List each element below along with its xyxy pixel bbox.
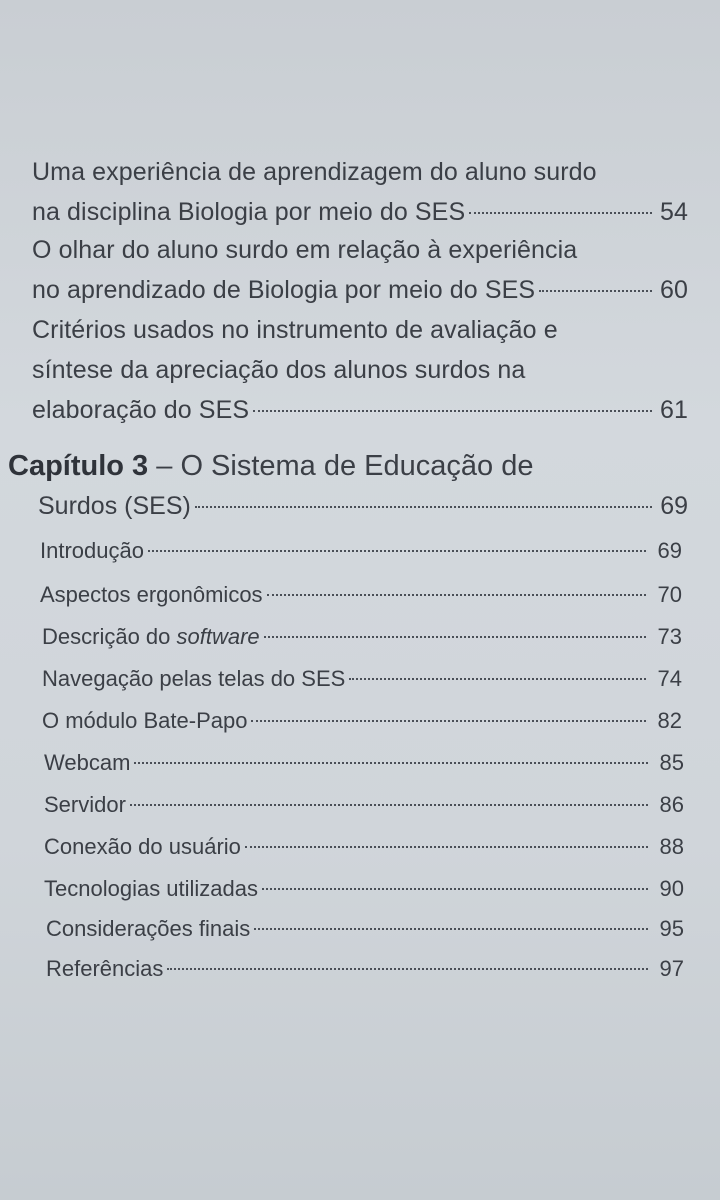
section-title: Introdução: [40, 538, 144, 563]
dot-leader: [254, 928, 648, 930]
page-number: 88: [659, 834, 684, 859]
toc-section: [42, 704, 682, 738]
toc-entry: [32, 310, 688, 430]
page-number: 85: [659, 750, 684, 775]
toc-section: [40, 578, 682, 612]
dot-leader: [267, 594, 646, 596]
dot-leader: [349, 678, 646, 680]
toc-section: [40, 534, 682, 568]
toc-entry: [32, 152, 688, 232]
dot-leader: [251, 720, 646, 722]
page-number: 70: [657, 582, 682, 607]
dot-leader: [245, 846, 648, 848]
toc-section: [44, 746, 684, 780]
entry-title-line: elaboração do SES: [32, 396, 250, 424]
section-title: O módulo Bate-Papo: [42, 708, 248, 733]
page-number: 54: [659, 198, 688, 226]
section-title: Tecnologias utilizadas: [44, 876, 259, 901]
toc-section: [46, 952, 684, 986]
entry-title-line: no aprendizado de Biologia por meio do SES: [32, 276, 536, 304]
section-title: Webcam: [44, 750, 131, 775]
dot-leader: [262, 888, 648, 890]
page-number: 90: [659, 876, 684, 901]
section-title: Referências: [46, 956, 164, 981]
page-number: 82: [657, 708, 682, 733]
page-number: 95: [659, 916, 684, 941]
section-title: [42, 620, 260, 654]
dot-leader: [195, 506, 652, 508]
chapter-label: Capítulo 3: [8, 450, 149, 482]
page-number: 60: [659, 276, 688, 304]
entry-title-line: Uma experiência de aprendizagem do aluno surdo: [32, 158, 597, 186]
dot-leader: [539, 290, 652, 292]
dot-leader: [253, 410, 652, 412]
toc-section: [44, 872, 684, 906]
section-title: Conexão do usuário: [44, 834, 241, 859]
toc-entry: [32, 230, 688, 310]
page-number: 69: [657, 538, 682, 563]
toc-section: [42, 620, 682, 654]
page-number: 74: [657, 666, 682, 691]
page-number: 61: [659, 396, 688, 424]
chapter-heading: [8, 446, 688, 526]
section-title: Servidor: [44, 792, 126, 817]
dot-leader: [130, 804, 648, 806]
dot-leader: [167, 968, 648, 970]
section-title-italic: software: [176, 624, 260, 649]
entry-title-line: síntese da apreciação dos alunos surdos na: [32, 356, 526, 384]
chapter-dash: –: [156, 450, 173, 482]
section-title: Navegação pelas telas do SES: [42, 666, 346, 691]
section-title-prefix: Descrição do: [42, 624, 177, 649]
page-number: 73: [657, 624, 682, 649]
chapter-title-line: O Sistema de Educação de: [180, 450, 534, 482]
entry-title-line: na disciplina Biologia por meio do SES: [32, 198, 466, 226]
dot-leader: [264, 636, 646, 638]
page-number: 97: [659, 956, 684, 981]
dot-leader: [148, 550, 646, 552]
page-number: 86: [659, 792, 684, 817]
dot-leader: [469, 212, 652, 214]
section-title: Considerações finais: [46, 916, 251, 941]
section-title: Aspectos ergonômicos: [40, 582, 263, 607]
toc-section: [44, 788, 684, 822]
dot-leader: [134, 762, 648, 764]
entry-title-line: Critérios usados no instrumento de avaliação e: [32, 316, 558, 344]
toc-section: [44, 830, 684, 864]
toc-section: [46, 912, 684, 946]
toc-section: [42, 662, 682, 696]
page-number: 69: [660, 492, 688, 520]
chapter-title-line: Surdos (SES): [38, 492, 191, 520]
entry-title-line: O olhar do aluno surdo em relação à experiência: [32, 236, 578, 264]
